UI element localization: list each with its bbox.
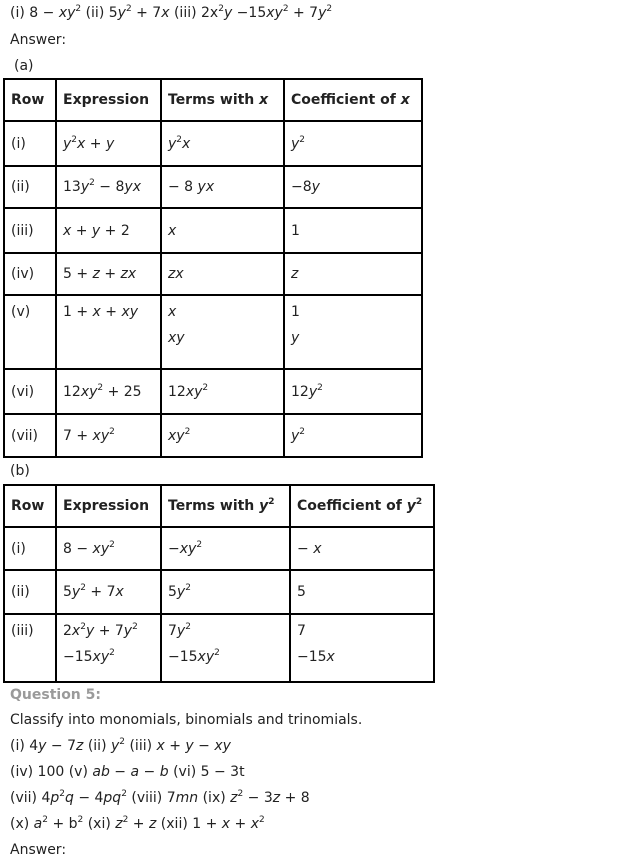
text: y (63, 135, 72, 152)
cell-coefficient: 5 (290, 570, 434, 614)
coef-line (291, 304, 415, 320)
text: Coefficient of (297, 498, 407, 514)
text: x (221, 816, 231, 832)
text: 12 (291, 383, 309, 400)
cell-terms (161, 121, 284, 166)
table-row (4, 121, 422, 166)
text: b (159, 764, 169, 780)
table-row (4, 527, 434, 570)
text: y (308, 383, 318, 400)
text: y (38, 738, 47, 754)
text: − (168, 540, 180, 557)
text: 2 (237, 789, 244, 799)
cell-expression (56, 166, 161, 208)
text: 7 (168, 623, 177, 639)
text: 5 (168, 584, 177, 600)
text: y (311, 179, 320, 195)
cell-coefficient (284, 121, 422, 166)
text: + (230, 816, 251, 832)
text: x (161, 5, 170, 21)
text: −15 (297, 649, 327, 665)
cell-row: (vi) (4, 369, 56, 414)
text: 2 (196, 539, 203, 550)
question-prompt: Classify into monomials, binomials and trinomials. (10, 712, 363, 728)
text: y (71, 584, 81, 600)
cell-terms (161, 166, 284, 208)
text: 2 (109, 648, 115, 658)
table-row (4, 570, 434, 614)
cell-terms (161, 208, 284, 253)
cell-coefficient (284, 369, 422, 414)
text: (vii) 4 (10, 790, 51, 806)
cell-expression (56, 208, 161, 253)
table-row (4, 253, 422, 295)
question-title: Question 5: (10, 687, 101, 703)
text: xy (80, 383, 98, 400)
question-line-4 (10, 811, 643, 837)
text: + 8 (280, 790, 310, 806)
text: x (313, 540, 322, 557)
text: 2 (59, 789, 65, 799)
cell-expression (56, 253, 161, 295)
cell-row: (v) (4, 295, 56, 369)
text: x + y (156, 738, 194, 754)
text: Terms with (168, 498, 260, 514)
cell-coefficient (284, 166, 422, 208)
text: 5 (63, 584, 72, 600)
text: 8 − (63, 540, 93, 557)
text: x (182, 135, 191, 152)
text: z (115, 816, 123, 832)
header-terms (161, 485, 290, 527)
text: 2 (122, 815, 129, 825)
text: 2 (415, 497, 423, 507)
text: y (259, 498, 269, 514)
text: 2 (299, 134, 306, 145)
question-line-3 (10, 785, 643, 811)
text: (i) 8 − (10, 5, 59, 21)
text: x + y (77, 135, 115, 152)
text: 2 (119, 737, 126, 747)
text: − 3 (243, 790, 273, 806)
term-line (168, 623, 283, 639)
cell-expression (56, 527, 161, 570)
text: (xii) 1 + (156, 816, 222, 832)
text: 2 (80, 583, 86, 593)
text: 13 (63, 179, 81, 195)
text: (ii) 5 (81, 5, 118, 21)
part-a-label: (a) (14, 58, 34, 74)
cell-coefficient: 1 (284, 208, 422, 253)
text: + 7 (131, 5, 162, 21)
cell-row: (ii) (4, 166, 56, 208)
text: 5 + (63, 266, 93, 282)
expr-line (63, 649, 154, 665)
text: (xi) (83, 816, 116, 832)
text: 2 (121, 789, 127, 799)
text: + 7 (94, 623, 124, 639)
header-row: Row (4, 485, 56, 527)
text: + 25 (103, 383, 142, 400)
text: 2 (184, 426, 191, 437)
cell-terms (161, 295, 284, 369)
text: 2 (125, 4, 132, 14)
text: 2 (214, 648, 220, 658)
text: y (110, 738, 120, 754)
text: x (115, 584, 124, 600)
text: Terms with (168, 92, 260, 108)
text: xy (197, 649, 215, 665)
cell-terms (161, 570, 290, 614)
text: 2 (77, 815, 84, 825)
text: 1 (291, 304, 300, 320)
table-header-row (4, 485, 434, 527)
header-expression: Expression (56, 485, 161, 527)
table-b (3, 484, 435, 683)
text: x (71, 623, 81, 639)
text: x + y (63, 222, 101, 239)
text: 2 (202, 382, 209, 393)
text: (ix) (198, 790, 231, 806)
text: + 7 (85, 584, 116, 600)
text: 2 (63, 623, 72, 639)
header-expression: Expression (56, 79, 161, 121)
text: (iii) (125, 738, 157, 754)
text: a (130, 764, 140, 780)
text: xy (185, 383, 203, 400)
text: 2 (80, 622, 86, 632)
text: y (318, 5, 327, 21)
text: 2 (42, 815, 48, 825)
cell-expression (56, 414, 161, 457)
table-row (4, 614, 434, 682)
cell-expression (56, 614, 161, 682)
text: x (400, 92, 410, 108)
expr-line (63, 623, 154, 639)
text: y (223, 5, 233, 21)
text: 2 (259, 815, 265, 825)
text: x (259, 92, 269, 108)
text: + 2 (100, 222, 130, 239)
text: −8 (291, 179, 312, 195)
text: p (50, 790, 60, 806)
term-line (168, 304, 277, 320)
cell-expression (56, 295, 161, 369)
text: 7 (297, 623, 306, 639)
text: xy (179, 540, 197, 557)
table-header-row (4, 79, 422, 121)
text: 2 (268, 497, 275, 507)
text: (vi) 5 − 3t (168, 764, 245, 780)
text: 12 (63, 383, 81, 400)
text: y (291, 330, 300, 346)
text: + b (48, 816, 78, 832)
text: q (64, 790, 74, 806)
text: 2 (109, 539, 115, 550)
text: 2 (326, 4, 333, 14)
text: z + zx (92, 266, 137, 282)
cell-row: (iii) (4, 208, 56, 253)
cell-row: (i) (4, 121, 56, 166)
text: yx (197, 179, 215, 195)
cell-coefficient (284, 414, 422, 457)
text: −15 (232, 5, 267, 21)
text: (ii) (83, 738, 111, 754)
text: − 8 (94, 179, 125, 195)
part-b-label: (b) (10, 463, 30, 479)
text: 2 (75, 4, 82, 14)
text: + (128, 816, 149, 832)
text: y (117, 5, 126, 21)
text: y (291, 427, 300, 444)
text: (viii) 7 (126, 790, 176, 806)
text: − 7 (46, 738, 77, 754)
text: y (168, 135, 177, 152)
text: 2 (71, 134, 78, 145)
cell-expression (56, 570, 161, 614)
text: (x) (10, 816, 34, 832)
cell-expression (56, 121, 161, 166)
text: 2 (317, 382, 323, 393)
cell-terms (161, 527, 290, 570)
cell-terms (161, 614, 290, 682)
text: x + xy (92, 304, 139, 320)
text: 2 (176, 134, 183, 145)
cell-coefficient (284, 253, 422, 295)
text: y (176, 584, 186, 600)
text: Coefficient of (291, 92, 401, 108)
cell-coefficient (290, 614, 434, 682)
expressions-line (10, 0, 643, 28)
header-row: Row (4, 79, 56, 121)
text: xy (92, 427, 110, 444)
text: 2 (218, 4, 224, 14)
text: ab (92, 764, 110, 780)
text: y (291, 135, 300, 152)
text: −15 (63, 649, 93, 665)
text: xy (92, 540, 110, 557)
text: + 7 (288, 5, 319, 21)
cell-terms (161, 253, 284, 295)
cell-row: (i) (4, 527, 56, 570)
text: x (168, 222, 177, 239)
table-row (4, 369, 422, 414)
text: 12 (168, 383, 186, 400)
text: 2 (299, 426, 306, 437)
header-terms (161, 79, 284, 121)
text: z (291, 266, 299, 282)
text: y (176, 623, 186, 639)
text: 2 (97, 382, 104, 393)
table-row (4, 208, 422, 253)
text: 2 (89, 178, 95, 188)
text: (iii) 2x (169, 5, 219, 21)
text: y (406, 498, 416, 514)
text: y (123, 623, 133, 639)
question-line-2 (10, 759, 643, 785)
text: − 8 (168, 179, 194, 195)
text: − 4 (73, 790, 104, 806)
cell-row: (vii) (4, 414, 56, 457)
text: pq (103, 790, 122, 806)
text: xy (92, 649, 110, 665)
text: (i) 4 (10, 738, 39, 754)
text: 2 (282, 4, 289, 14)
answer-label-2: Answer: (10, 842, 67, 858)
text: y (85, 623, 95, 639)
text: 2 (185, 583, 191, 593)
header-coefficient (284, 79, 422, 121)
text: 7 + (63, 427, 93, 444)
text: xy (214, 738, 231, 754)
cell-expression (56, 369, 161, 414)
text: mn (175, 790, 199, 806)
answer-label: Answer: (10, 32, 67, 48)
text: xy (168, 427, 185, 444)
text: zx (168, 266, 184, 282)
cell-terms (161, 414, 284, 457)
text: x (326, 649, 335, 665)
text: 2 (132, 622, 138, 632)
cell-row: (iv) (4, 253, 56, 295)
text: − (297, 540, 314, 557)
coef-line (291, 330, 415, 346)
text: − (109, 764, 131, 780)
text: − (193, 738, 215, 754)
term-line (168, 649, 283, 665)
text: z (149, 816, 157, 832)
text: 2 (185, 622, 191, 632)
text: −15 (168, 649, 198, 665)
cell-row: (iii) (4, 614, 56, 682)
text: xy (58, 5, 76, 21)
table-row (4, 414, 422, 457)
text: 1 + (63, 304, 93, 320)
coef-line (297, 649, 427, 665)
text: x (168, 304, 177, 320)
cell-terms (161, 369, 284, 414)
text: a (33, 816, 43, 832)
cell-coefficient (284, 295, 422, 369)
cell-coefficient (290, 527, 434, 570)
text: 2 (109, 426, 115, 437)
term-line (168, 330, 277, 346)
text: z (230, 790, 238, 806)
text: yx (124, 179, 141, 195)
coef-line (297, 623, 427, 639)
text: z (272, 790, 281, 806)
text: x (250, 816, 260, 832)
text: (iv) 100 (v) (10, 764, 93, 780)
cell-row: (ii) (4, 570, 56, 614)
text: xy (266, 5, 283, 21)
text: y (80, 179, 90, 195)
table-row (4, 166, 422, 208)
text: z (76, 738, 84, 754)
table-a (3, 78, 423, 458)
header-coefficient (290, 485, 434, 527)
text: xy (168, 330, 185, 346)
question-line-1 (10, 733, 643, 759)
table-row (4, 295, 422, 369)
text: − (139, 764, 160, 780)
